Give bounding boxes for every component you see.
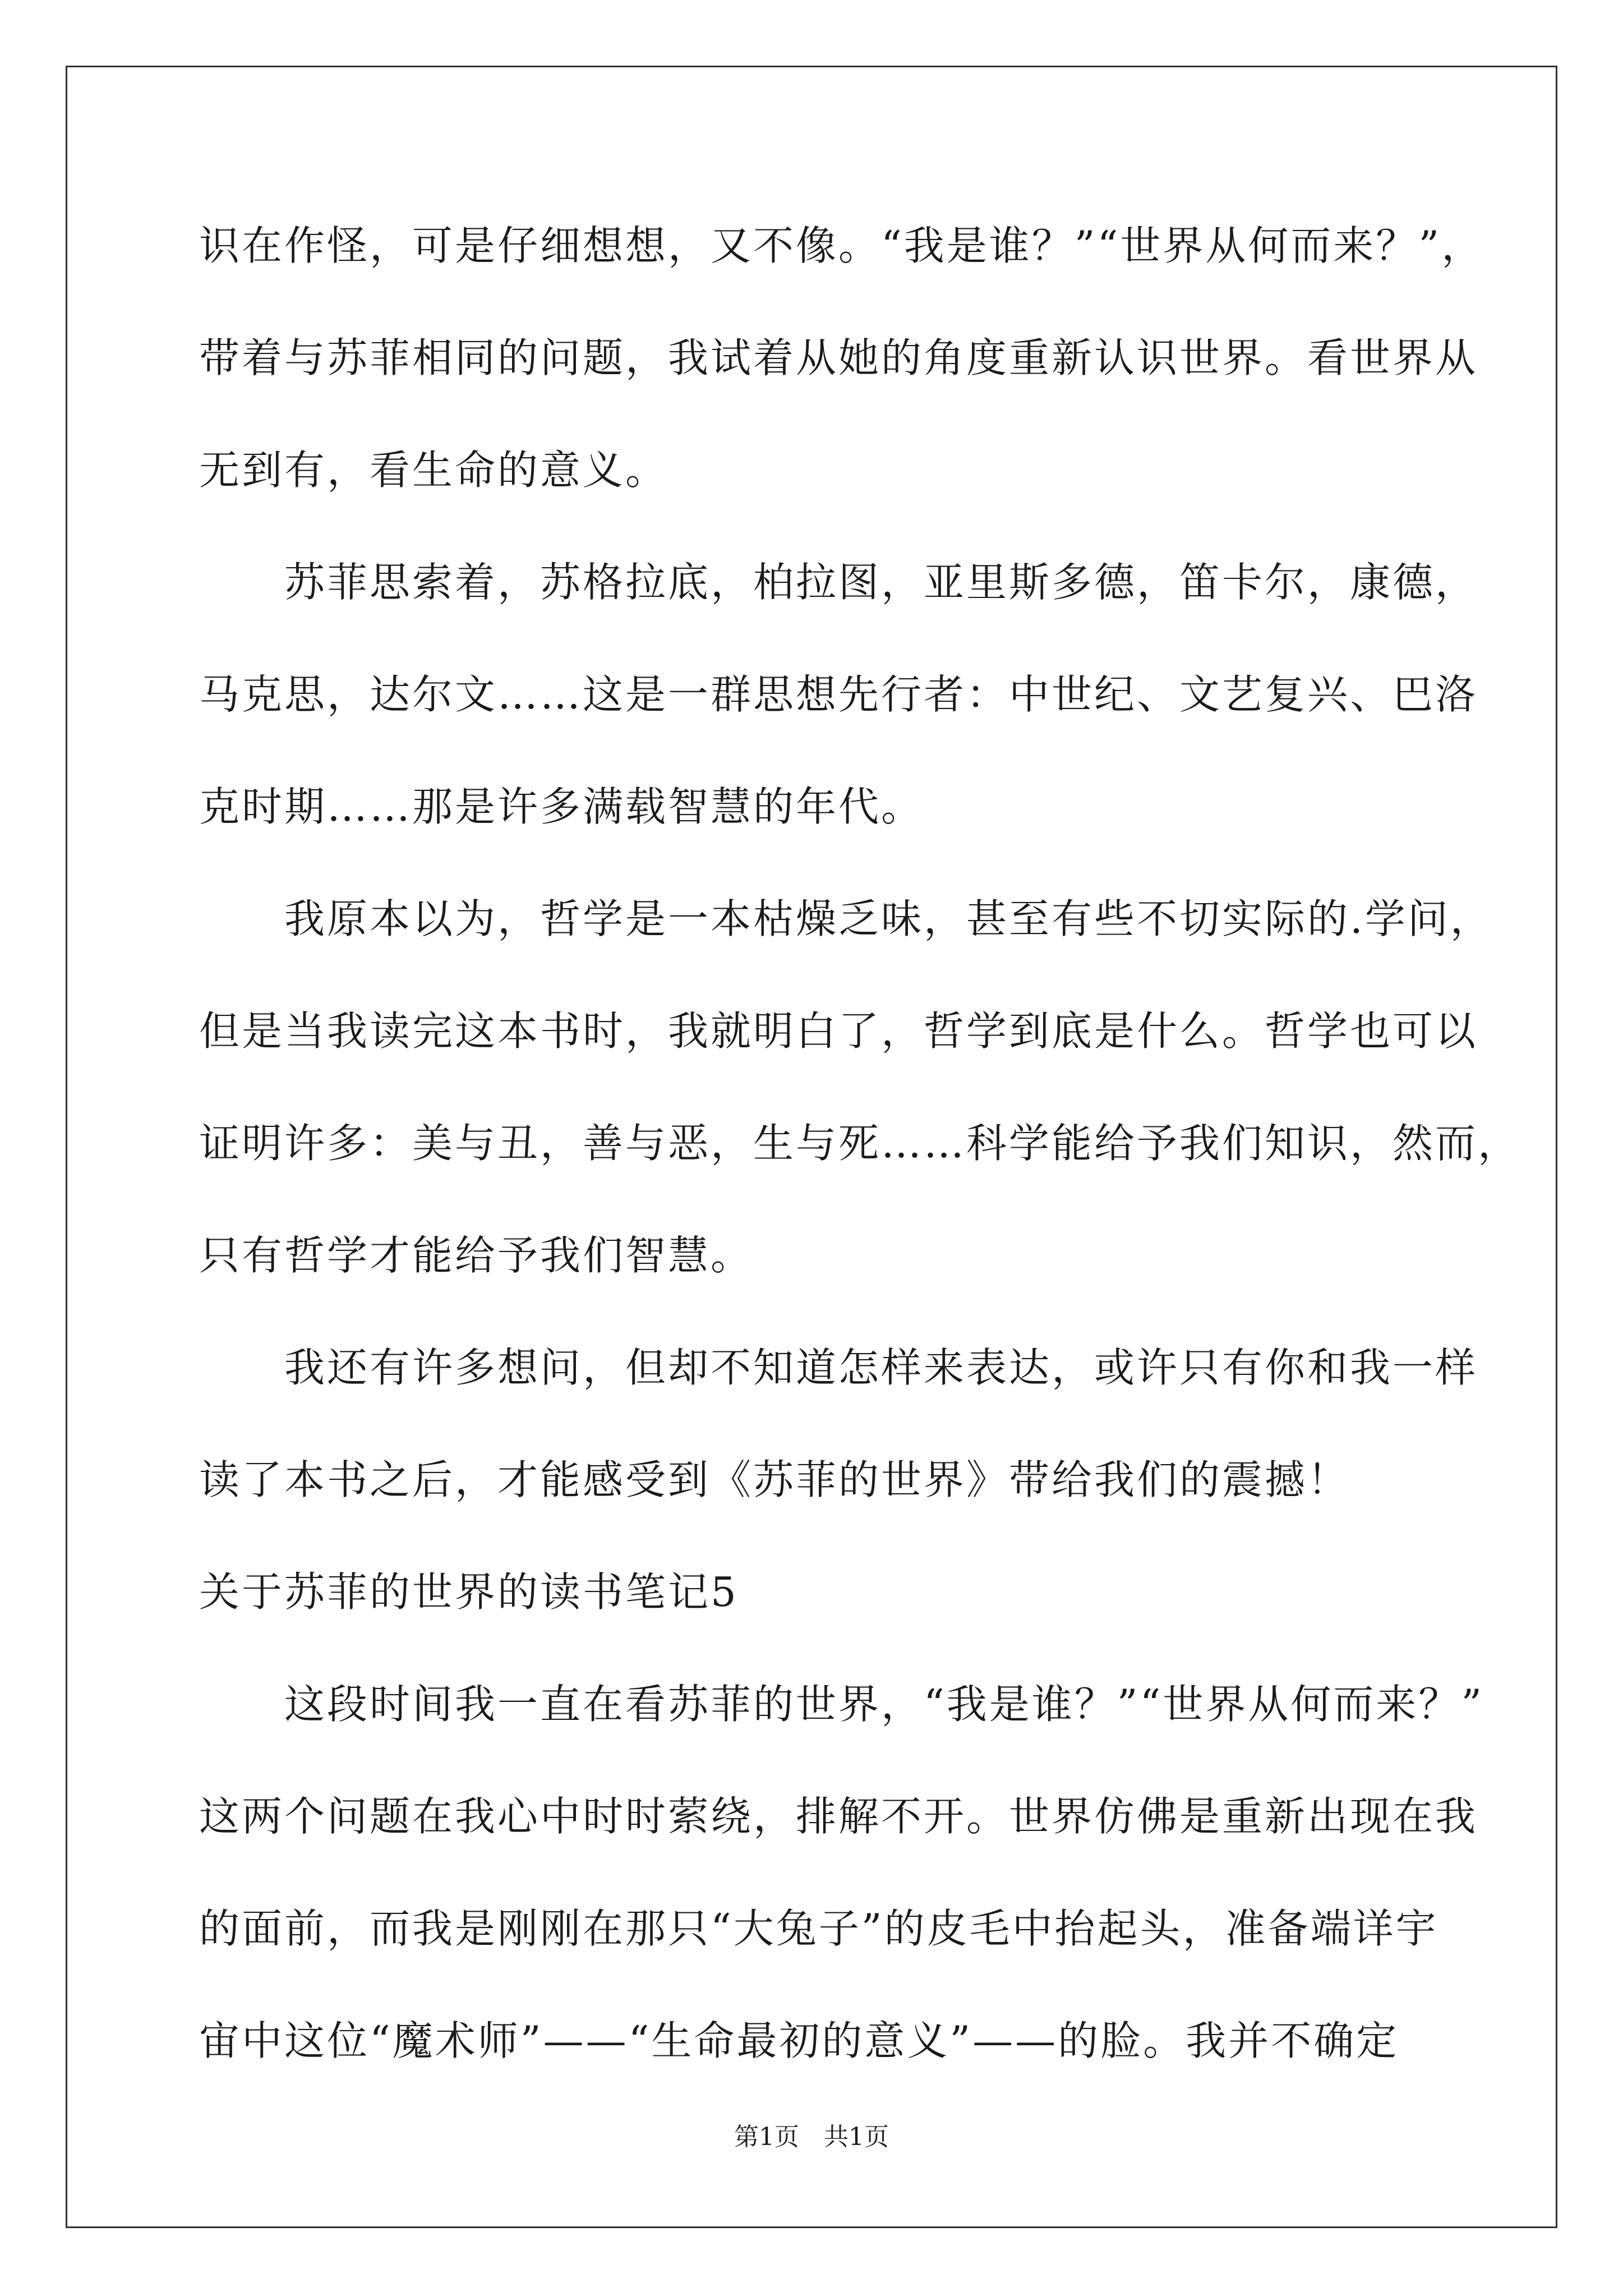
text-line: 的面前，而我是刚刚在那只“大兔子”的皮毛中抬起头，准备端详宇: [199, 1905, 1438, 1952]
text-line: 证明许多：美与丑，善与恶，生与死……科学能给予我们知识，然而，: [199, 1120, 1521, 1167]
text-line: 马克思，达尔文……这是一群思想先行者：中世纪、文艺复兴、巴洛: [199, 671, 1478, 718]
text-line: 无到有，看生命的意义。: [199, 447, 668, 494]
document-body: [199, 190, 1521, 2097]
text-line: 苏菲思索着，苏格拉底，柏拉图，亚里斯多德，笛卡尔，康德，: [199, 559, 1478, 606]
page-number-footer: 第1页 共1页: [734, 2123, 889, 2151]
text-line: 我还有许多想问，但却不知道怎样来表达，或许只有你和我一样: [199, 1344, 1478, 1391]
text-line: 读了本书之后，才能感受到《苏菲的世界》带给我们的震撼！: [199, 1456, 1350, 1503]
text-line: 我原本以为，哲学是一本枯燥乏味，甚至有些不切实际的.学问，: [199, 895, 1493, 942]
text-line: 但是当我读完这本书时，我就明白了，哲学到底是什么。哲学也可以: [199, 1007, 1478, 1055]
text-line: 这段时间我一直在看苏菲的世界，“我是谁？”“世界从何而来？”: [199, 1681, 1484, 1728]
text-line: 这两个问题在我心中时时萦绕，排解不开。世界仿佛是重新出现在我: [199, 1793, 1478, 1840]
text-line: 带着与苏菲相同的问题，我试着从她的角度重新认识世界。看世界从: [199, 334, 1478, 381]
text-line: 识在作怪，可是仔细想想，又不像。“我是谁？”“世界从何而来？”，: [199, 222, 1484, 269]
text-line: 克时期……那是许多满载智慧的年代。: [199, 783, 924, 830]
text-line: 宙中这位“魔术师”——“生命最初的意义”——的脸。我并不确定: [199, 2017, 1399, 2064]
section-heading: 关于苏菲的世界的读书笔记5: [199, 1568, 739, 1616]
text-line: 只有哲学才能给予我们智慧。: [199, 1232, 754, 1279]
